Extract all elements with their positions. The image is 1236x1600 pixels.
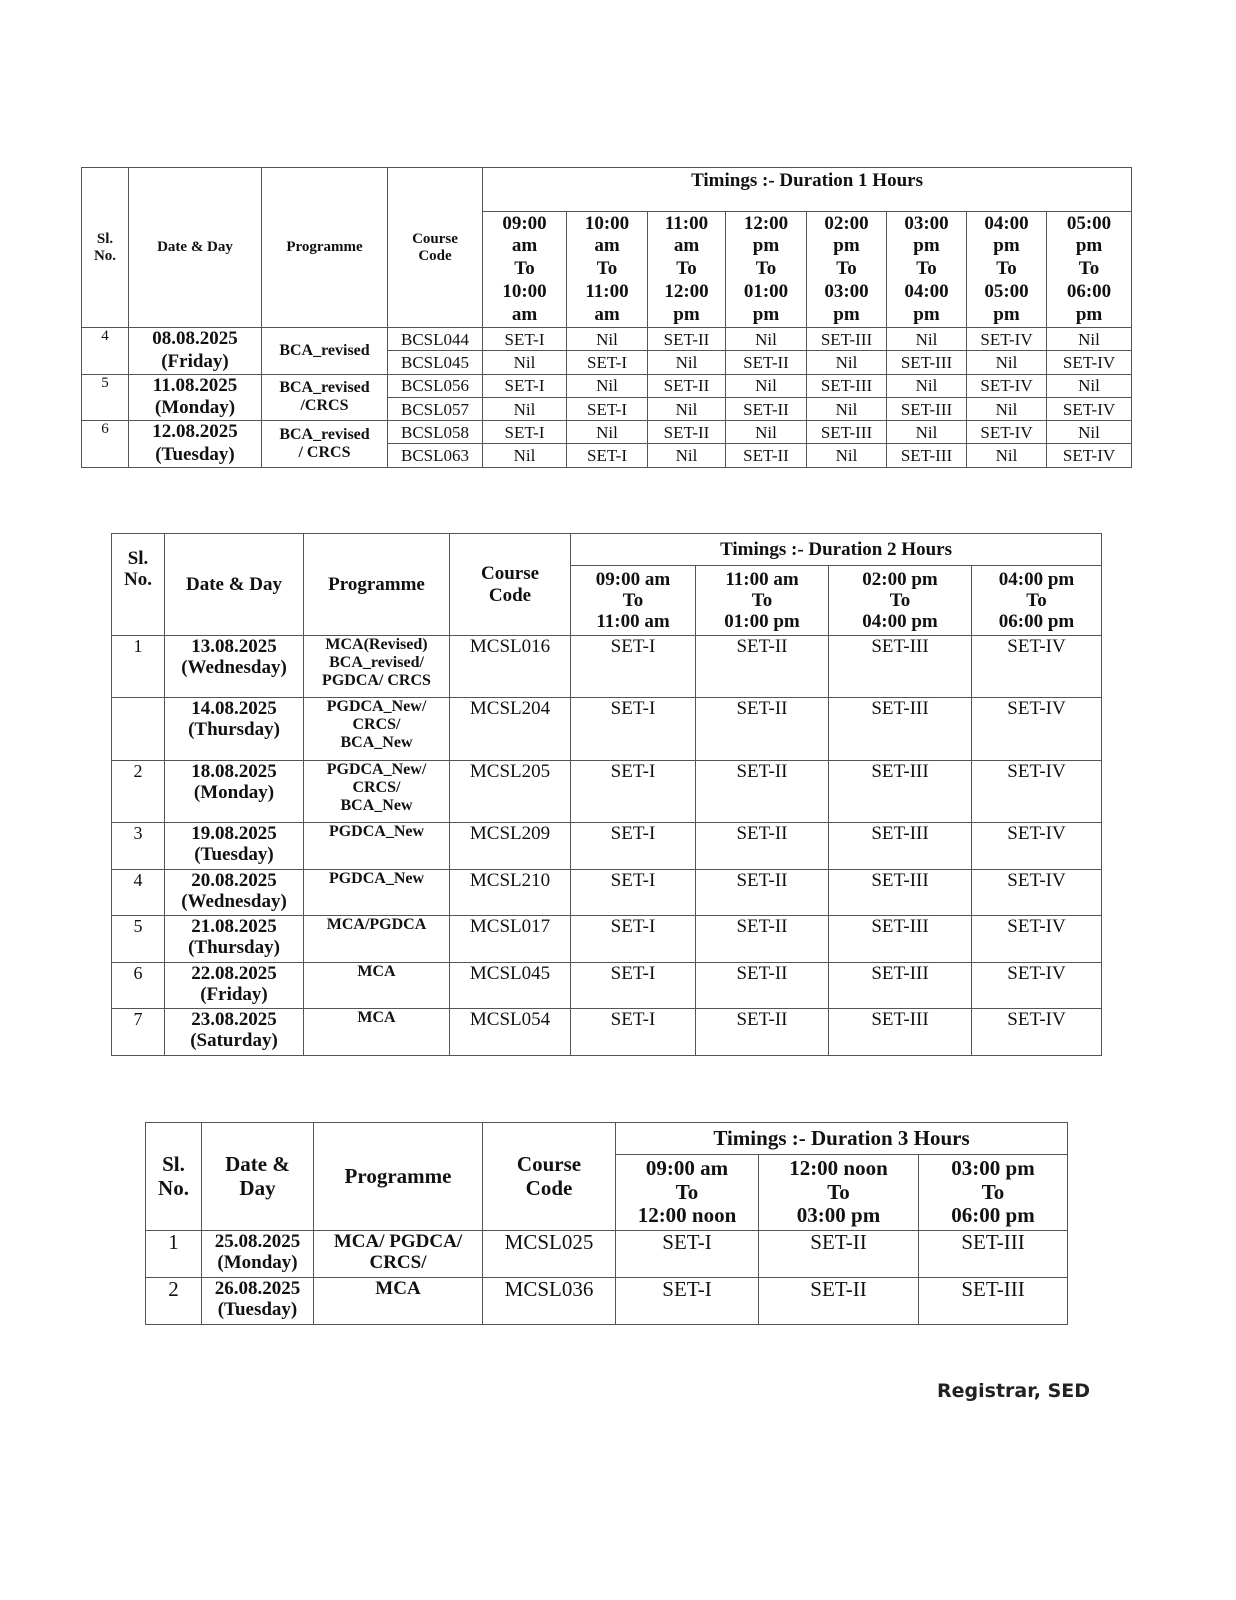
set-cell: Nil <box>726 374 807 397</box>
exam-date-day-line: 21.08.2025 <box>191 916 277 937</box>
set-cell: SET-II <box>696 916 829 963</box>
time-slot-header-line: 01:00 pm <box>724 611 800 633</box>
programme-name <box>304 963 450 1009</box>
exam-date-day-line: 18.08.2025 <box>191 761 277 782</box>
time-slot-header-line: To <box>1026 589 1047 611</box>
set-cell: Nil <box>887 421 967 444</box>
table-row <box>82 328 1132 351</box>
set-cell: SET-IV <box>972 636 1102 698</box>
exam-date-day <box>202 1278 314 1325</box>
time-slot-header-line: 03:00 <box>824 280 869 302</box>
programme-name-line: MCA/ PGDCA/ <box>333 1231 463 1252</box>
set-cell: SET-II <box>648 421 726 444</box>
course-code: MCSL045 <box>450 963 571 1009</box>
header-sl-no: Sl. No. <box>112 534 165 636</box>
serial-number: 5 <box>82 374 129 421</box>
header-programme: Programme <box>304 534 450 636</box>
set-cell: SET-IV <box>972 916 1102 963</box>
set-cell: SET-IV <box>1047 397 1132 420</box>
set-cell: Nil <box>483 351 567 374</box>
time-slot-header-line: 11:00 <box>664 212 709 234</box>
set-cell: SET-II <box>696 823 829 870</box>
course-code: MCSL054 <box>450 1009 571 1056</box>
table-row <box>112 870 1102 916</box>
set-cell: Nil <box>567 374 648 397</box>
set-cell: SET-I <box>483 374 567 397</box>
time-slot-header-line: pm <box>673 303 700 325</box>
time-slot-header-line: To <box>996 258 1017 280</box>
time-slot-header <box>919 1155 1068 1231</box>
exam-date-day <box>129 328 262 375</box>
timings-title: Timings :- Duration 3 Hours <box>616 1123 1068 1155</box>
set-cell: SET-IV <box>972 1009 1102 1056</box>
time-slot-header-line: 02:00 <box>824 212 869 234</box>
programme-name-line: PGDCA_New <box>328 870 425 887</box>
table-row <box>112 963 1102 1009</box>
set-cell: Nil <box>648 351 726 374</box>
course-code: MCSL205 <box>450 761 571 823</box>
time-slot-header-line: 02:00 pm <box>862 568 938 590</box>
exam-date-day-line: (Monday) <box>217 1252 298 1274</box>
header-date-day: Date & Day <box>165 534 304 636</box>
exam-date-day-line: (Tuesday) <box>155 443 235 465</box>
exam-date-day-line: (Thursday) <box>188 937 280 959</box>
set-cell: SET-IV <box>972 698 1102 761</box>
time-slot-header-line: To <box>676 258 697 280</box>
set-cell: SET-III <box>829 916 972 963</box>
exam-date-day <box>165 1009 304 1056</box>
header-date-day: Date & Day <box>129 168 262 328</box>
course-code: MCSL016 <box>450 636 571 698</box>
time-slot-header-line: 05:00 <box>1066 212 1112 234</box>
set-cell: SET-I <box>483 421 567 444</box>
time-slot-header-line: To <box>755 258 777 280</box>
set-cell: Nil <box>967 351 1047 374</box>
header-programme: Programme <box>314 1123 483 1231</box>
set-cell: SET-II <box>696 636 829 698</box>
set-cell: SET-I <box>616 1278 759 1325</box>
set-cell: SET-III <box>919 1278 1068 1325</box>
exam-date-day-line: 11.08.2025 <box>152 374 238 396</box>
time-slot-header <box>696 566 829 636</box>
exam-schedule-table-3-hours <box>145 1122 1068 1325</box>
set-cell: Nil <box>807 397 887 420</box>
set-cell: SET-IV <box>967 328 1047 351</box>
set-cell: SET-I <box>567 351 648 374</box>
time-slot-header-line: am <box>594 235 620 257</box>
programme-name <box>262 328 388 375</box>
set-cell: SET-IV <box>972 963 1102 1009</box>
time-slot-header-line: 12:00 <box>743 212 789 234</box>
time-slot-header-line: pm <box>913 235 940 257</box>
time-slot-header-line: 11:00 am <box>596 611 670 633</box>
table-row <box>112 698 1102 761</box>
programme-name-line: PGDCA_New/ <box>326 761 427 778</box>
time-slot-header <box>967 212 1047 328</box>
time-slot-header <box>726 212 807 328</box>
programme-name-line: MCA <box>375 1278 421 1299</box>
time-slot-header-line: To <box>514 258 535 280</box>
set-cell: Nil <box>807 444 887 467</box>
table-row <box>112 916 1102 963</box>
course-code: BCSL058 <box>388 421 483 444</box>
set-cell: SET-III <box>829 1009 972 1056</box>
time-slot-header-line: 06:00 pm <box>951 1203 1035 1228</box>
set-cell: SET-IV <box>1047 444 1132 467</box>
exam-date-day <box>129 374 262 421</box>
set-cell: SET-III <box>829 870 972 916</box>
set-cell: SET-II <box>696 870 829 916</box>
time-slot-header <box>972 566 1102 636</box>
exam-date-day-line: 26.08.2025 <box>214 1278 301 1299</box>
set-cell: SET-III <box>887 351 967 374</box>
exam-date-day <box>165 698 304 761</box>
set-cell: Nil <box>887 374 967 397</box>
time-slot-header-line: 11:00 am <box>725 568 799 590</box>
header-course-code: Course Code <box>450 534 571 636</box>
set-cell: SET-III <box>807 421 887 444</box>
programme-name <box>262 421 388 468</box>
serial-number: 6 <box>112 963 165 1009</box>
timings-title: Timings :- Duration 2 Hours <box>571 534 1102 566</box>
set-cell: SET-III <box>829 698 972 761</box>
serial-number: 2 <box>146 1278 202 1325</box>
programme-name-line: MCA <box>357 963 396 980</box>
programme-name-line: CRCS/ <box>352 715 401 733</box>
set-cell: SET-III <box>829 636 972 698</box>
course-code: BCSL044 <box>388 328 483 351</box>
exam-date-day <box>165 916 304 963</box>
time-slot-header-line: To <box>675 1179 699 1204</box>
set-cell: SET-IV <box>972 870 1102 916</box>
set-cell: SET-II <box>726 351 807 374</box>
time-slot-header-line: pm <box>1075 235 1103 257</box>
table-row <box>82 374 1132 397</box>
set-cell: Nil <box>967 397 1047 420</box>
time-slot-header-line: pm <box>993 303 1020 325</box>
time-slot-header-line: To <box>1078 258 1100 280</box>
time-slot-header-line: To <box>827 1179 850 1204</box>
set-cell: SET-III <box>887 397 967 420</box>
programme-name <box>304 1009 450 1056</box>
programme-name <box>304 761 450 823</box>
set-cell: SET-I <box>567 444 648 467</box>
time-slot-header-line: 03:00 pm <box>951 1156 1035 1181</box>
time-slot-header <box>616 1155 759 1231</box>
table-row <box>112 1009 1102 1056</box>
time-slot-header-line: am <box>594 303 620 325</box>
set-cell: Nil <box>726 421 807 444</box>
course-code: BCSL056 <box>388 374 483 397</box>
programme-name <box>304 916 450 963</box>
programme-name-line: /CRCS <box>300 397 349 415</box>
set-cell: Nil <box>1047 374 1132 397</box>
programme-name-line: BCA_revised/ <box>329 653 424 671</box>
serial-number: 6 <box>82 421 129 468</box>
time-slot-header <box>483 212 567 328</box>
exam-date-day <box>165 761 304 823</box>
time-slot-header-line: To <box>916 258 937 280</box>
set-cell: SET-III <box>829 963 972 1009</box>
set-cell: Nil <box>967 444 1047 467</box>
set-cell: SET-I <box>571 761 696 823</box>
time-slot-header-line: 12:00 noon <box>637 1203 737 1228</box>
programme-name-line: CRCS/ <box>352 778 401 796</box>
time-slot-header-line: 10:00 <box>584 212 630 234</box>
exam-date-day <box>129 421 262 468</box>
time-slot-header-line: To <box>889 589 911 611</box>
course-code: MCSL209 <box>450 823 571 870</box>
course-code: MCSL210 <box>450 870 571 916</box>
table-row <box>112 761 1102 823</box>
exam-date-day-line: 12.08.2025 <box>152 421 238 443</box>
time-slot-header-line: am <box>511 235 538 257</box>
serial-number: 2 <box>112 761 165 823</box>
time-slot-header-line: pm <box>752 303 780 325</box>
programme-name-line: PGDCA_New <box>328 823 425 840</box>
header-sl-no: Sl. No. <box>82 168 129 328</box>
exam-date-day-line: 25.08.2025 <box>214 1231 301 1252</box>
programme-name-line: CRCS/ <box>369 1252 427 1274</box>
exam-date-day <box>165 636 304 698</box>
exam-date-day-line: 13.08.2025 <box>191 636 277 657</box>
exam-date-day-line: 22.08.2025 <box>191 963 277 984</box>
programme-name-line: PGDCA_New/ <box>326 698 427 715</box>
exam-schedule-table-1-hour <box>81 167 1132 468</box>
table-row <box>146 1278 1068 1325</box>
time-slot-header-line: 04:00 <box>984 212 1029 234</box>
time-slot-header-line: 03:00 pm <box>796 1203 881 1228</box>
time-slot-header-line: 06:00 <box>1066 280 1112 302</box>
programme-name <box>314 1231 483 1278</box>
time-slot-header-line: To <box>751 589 773 611</box>
set-cell: Nil <box>567 421 648 444</box>
set-cell: Nil <box>567 328 648 351</box>
time-slot-header <box>759 1155 919 1231</box>
timings-title: Timings :- Duration 1 Hours <box>483 168 1132 212</box>
time-slot-header-line: 05:00 <box>984 280 1029 302</box>
exam-date-day-line: (Wednesday) <box>181 891 287 913</box>
set-cell: Nil <box>483 444 567 467</box>
set-cell: Nil <box>887 328 967 351</box>
programme-name-line: BCA_revised <box>279 341 370 359</box>
set-cell: Nil <box>648 397 726 420</box>
exam-date-day-line: (Wednesday) <box>181 657 287 679</box>
header-date-day: Date & Day <box>202 1123 314 1231</box>
programme-name-line: MCA/PGDCA <box>326 916 427 933</box>
set-cell: SET-I <box>571 698 696 761</box>
programme-name-line: PGDCA/ CRCS <box>322 671 431 689</box>
serial-number: 1 <box>112 636 165 698</box>
set-cell: Nil <box>648 444 726 467</box>
course-code: MCSL017 <box>450 916 571 963</box>
set-cell: SET-I <box>571 1009 696 1056</box>
serial-number: 1 <box>146 1231 202 1278</box>
exam-date-day-line: 08.08.2025 <box>152 328 238 349</box>
exam-date-day <box>202 1231 314 1278</box>
time-slot-header-line: pm <box>752 235 780 257</box>
set-cell: SET-II <box>648 374 726 397</box>
set-cell: Nil <box>1047 328 1132 351</box>
header-sl-no: Sl. No. <box>146 1123 202 1231</box>
set-cell: SET-I <box>571 870 696 916</box>
time-slot-header <box>648 212 726 328</box>
exam-date-day-line: (Monday) <box>154 397 236 419</box>
set-cell: Nil <box>807 351 887 374</box>
course-code: MCSL036 <box>483 1278 616 1325</box>
programme-name <box>262 374 388 421</box>
exam-schedule-table-2-hours <box>111 533 1102 1056</box>
course-code: MCSL204 <box>450 698 571 761</box>
time-slot-header-line: 06:00 pm <box>998 611 1075 633</box>
exam-date-day-line: (Thursday) <box>188 719 280 741</box>
set-cell: SET-I <box>616 1231 759 1278</box>
table-row <box>112 636 1102 698</box>
time-slot-header-line: To <box>981 1179 1005 1204</box>
time-slot-header <box>571 566 696 636</box>
serial-number: 5 <box>112 916 165 963</box>
time-slot-header-line: 09:00 <box>502 212 547 234</box>
time-slot-header-line: pm <box>913 303 940 325</box>
set-cell: SET-IV <box>972 761 1102 823</box>
set-cell: SET-III <box>829 823 972 870</box>
exam-date-day-line: (Tuesday) <box>194 844 274 866</box>
programme-name-line: BCA_New <box>340 796 413 814</box>
programme-name <box>304 823 450 870</box>
time-slot-header <box>829 566 972 636</box>
exam-date-day-line: 20.08.2025 <box>191 870 277 891</box>
set-cell: SET-III <box>807 374 887 397</box>
set-cell: Nil <box>483 397 567 420</box>
set-cell: SET-III <box>829 761 972 823</box>
set-cell: SET-IV <box>967 374 1047 397</box>
serial-number <box>112 698 165 761</box>
set-cell: Nil <box>726 328 807 351</box>
programme-name-line: BCA_revised <box>279 426 370 444</box>
set-cell: SET-IV <box>972 823 1102 870</box>
exam-date-day-line: (Friday) <box>161 350 229 372</box>
serial-number: 7 <box>112 1009 165 1056</box>
exam-date-day-line: (Saturday) <box>190 1030 278 1052</box>
time-slot-header-line: 09:00 am <box>595 568 671 590</box>
exam-date-day-line: 14.08.2025 <box>191 698 277 719</box>
header-programme: Programme <box>262 168 388 328</box>
header-course-code: Course Code <box>483 1123 616 1231</box>
time-slot-header <box>807 212 887 328</box>
time-slot-header-line: 04:00 pm <box>998 568 1075 590</box>
time-slot-header-line: 01:00 <box>743 280 789 302</box>
time-slot-header-line: am <box>511 303 538 325</box>
exam-date-day-line: 19.08.2025 <box>191 823 277 844</box>
time-slot-header-line: To <box>836 258 857 280</box>
time-slot-header-line: pm <box>993 235 1020 257</box>
set-cell: SET-II <box>759 1278 919 1325</box>
exam-date-day <box>165 823 304 870</box>
programme-name-line: MCA(Revised) <box>325 636 428 653</box>
exam-date-day <box>165 963 304 1009</box>
programme-name-line: MCA <box>357 1009 396 1026</box>
time-slot-header-line: pm <box>833 235 860 257</box>
set-cell: SET-III <box>887 444 967 467</box>
time-slot-header-line: 04:00 pm <box>862 611 938 633</box>
set-cell: SET-II <box>759 1231 919 1278</box>
set-cell: SET-I <box>571 916 696 963</box>
set-cell: SET-II <box>726 397 807 420</box>
course-code: BCSL045 <box>388 351 483 374</box>
programme-name-line: BCA_revised <box>279 379 370 397</box>
serial-number: 3 <box>112 823 165 870</box>
set-cell: SET-II <box>696 963 829 1009</box>
table-row <box>82 421 1132 444</box>
exam-date-day <box>165 870 304 916</box>
exam-date-day-line: (Monday) <box>193 782 275 804</box>
time-slot-header <box>567 212 648 328</box>
exam-date-day-line: (Friday) <box>200 984 268 1006</box>
time-slot-header-line: To <box>596 258 618 280</box>
course-code: BCSL063 <box>388 444 483 467</box>
exam-date-day-line: 23.08.2025 <box>191 1009 277 1030</box>
time-slot-header-line: 03:00 <box>904 212 949 234</box>
set-cell: SET-I <box>483 328 567 351</box>
set-cell: SET-IV <box>1047 351 1132 374</box>
exam-date-day-line: (Tuesday) <box>217 1299 298 1321</box>
time-slot-header-line: To <box>622 589 644 611</box>
set-cell: SET-I <box>567 397 648 420</box>
set-cell: SET-II <box>696 698 829 761</box>
programme-name <box>304 870 450 916</box>
set-cell: SET-IV <box>967 421 1047 444</box>
serial-number: 4 <box>82 328 129 375</box>
signature-registrar: Registrar, SED <box>937 1380 1091 1402</box>
time-slot-header <box>887 212 967 328</box>
time-slot-header-line: 04:00 <box>904 280 949 302</box>
set-cell: SET-I <box>571 963 696 1009</box>
programme-name <box>314 1278 483 1325</box>
programme-name-line: BCA_New <box>340 733 413 751</box>
programme-name <box>304 698 450 761</box>
set-cell: SET-I <box>571 823 696 870</box>
programme-name-line: / CRCS <box>298 443 351 461</box>
time-slot-header <box>1047 212 1132 328</box>
set-cell: SET-I <box>571 636 696 698</box>
time-slot-header-line: 10:00 <box>502 280 547 302</box>
course-code: BCSL057 <box>388 397 483 420</box>
set-cell: SET-II <box>726 444 807 467</box>
programme-name <box>304 636 450 698</box>
course-code: MCSL025 <box>483 1231 616 1278</box>
set-cell: SET-II <box>696 761 829 823</box>
header-course-code: Course Code <box>388 168 483 328</box>
time-slot-header-line: 11:00 <box>585 280 629 302</box>
set-cell: SET-III <box>807 328 887 351</box>
serial-number: 4 <box>112 870 165 916</box>
time-slot-header-line: 09:00 am <box>645 1156 729 1181</box>
time-slot-header-line: pm <box>1075 303 1103 325</box>
time-slot-header-line: 12:00 <box>664 280 709 302</box>
time-slot-header-line: am <box>673 235 700 257</box>
table-row <box>146 1231 1068 1278</box>
set-cell: SET-III <box>919 1231 1068 1278</box>
time-slot-header-line: pm <box>833 303 860 325</box>
set-cell: Nil <box>1047 421 1132 444</box>
set-cell: SET-II <box>696 1009 829 1056</box>
time-slot-header-line: 12:00 noon <box>789 1156 888 1181</box>
table-row <box>112 823 1102 870</box>
set-cell: SET-II <box>648 328 726 351</box>
